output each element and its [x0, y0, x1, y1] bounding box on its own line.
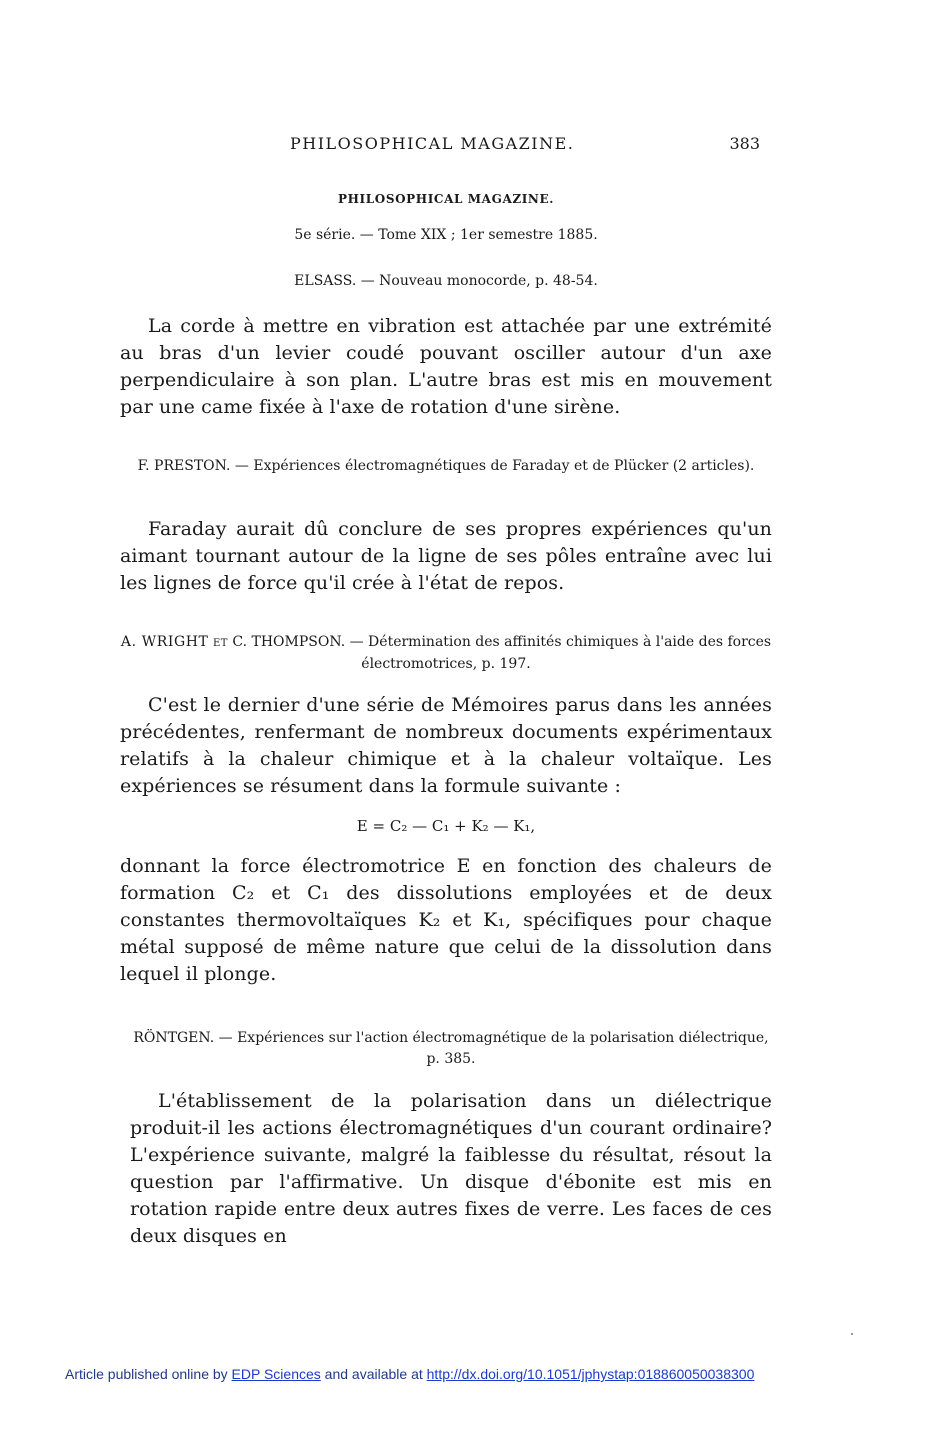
running-head-title: PHILOSOPHICAL MAGAZINE.: [290, 134, 575, 153]
footer-doi-link[interactable]: http://dx.doi.org/10.1051/jphystap:018860050038300: [426, 1366, 755, 1382]
footer: [65, 1366, 885, 1382]
article-heading-preston: F. PRESTON. — Expériences électromagnétiques de Faraday et de Plücker (2 articles).: [137, 458, 755, 474]
article-body-rontgen: L'établissement de la polarisation dans un diélectrique produit-il les actions électromagnétiques d'un courant ordinaire? L'expérience suivante, malgré la faiblesse du résultat, résout la question par l'affirmative. Un disque d'ébonite est mis en rotation rapide entre deux autres fixes de verre. Les faces de ces deux disques en: [130, 1090, 772, 1247]
article-heading-wright-thompson: [120, 632, 772, 675]
article-body-wright-thompson: C'est le dernier d'une série de Mémoires parus dans les années précédentes, renfermant de nombreux documents expérimentaux relatifs à la chaleur chimique et à la chaleur voltaïque. Les expériences se résument dans la formule suivante :: [120, 694, 772, 797]
article-heading-elsass: ELSASS. — Nouveau monocorde, p. 48-54.: [294, 273, 598, 289]
series-line: 5e série. — Tome XIX ; 1er semestre 1885.: [294, 227, 598, 243]
article-body-preston: Faraday aurait dû conclure de ses propres expériences qu'un aimant tournant autour de la ligne de ses pôles entraîne avec lui les lignes de force qu'il crée à l'état de repos.: [120, 518, 772, 594]
article-heading-rontgen: RÖNTGEN. — Expériences sur l'action électromagnétique de la polarisation diélectrique, p. 385.: [133, 1030, 769, 1067]
heading-author: A. WRIGHT: [120, 634, 209, 650]
formula: E = C₂ — C₁ + K₂ — K₁,: [356, 817, 536, 835]
section-title: PHILOSOPHICAL MAGAZINE.: [337, 192, 555, 206]
page-number: 383: [729, 134, 760, 153]
scan-speck: [851, 1333, 853, 1335]
footer-prefix: Article published online by: [65, 1366, 228, 1382]
footer-publisher-link[interactable]: EDP Sciences: [231, 1366, 321, 1382]
heading-et: ET: [212, 638, 228, 649]
article-body2-wright-thompson: donnant la force électromotrice E en fonction des chaleurs de formation C₂ et C₁ des dissolutions employées et de deux constantes thermovoltaïques K₂ et K₁, spécifiques pour chaque métal supposé de même nature que celui de la dissolution dans lequel il plonge.: [120, 855, 772, 985]
footer-middle: and available at: [324, 1366, 423, 1382]
heading-rest: C. THOMPSON. — Détermination des affinités chimiques à l'aide des forces électromotrices, p. 197.: [232, 634, 772, 672]
article-body-elsass: La corde à mettre en vibration est attachée par une extrémité au bras d'un levier coudé pouvant osciller autour d'un axe perpendiculaire à son plan. L'autre bras est mis en mouvement par une came fixée à l'axe de rotation d'une sirène.: [120, 315, 772, 418]
